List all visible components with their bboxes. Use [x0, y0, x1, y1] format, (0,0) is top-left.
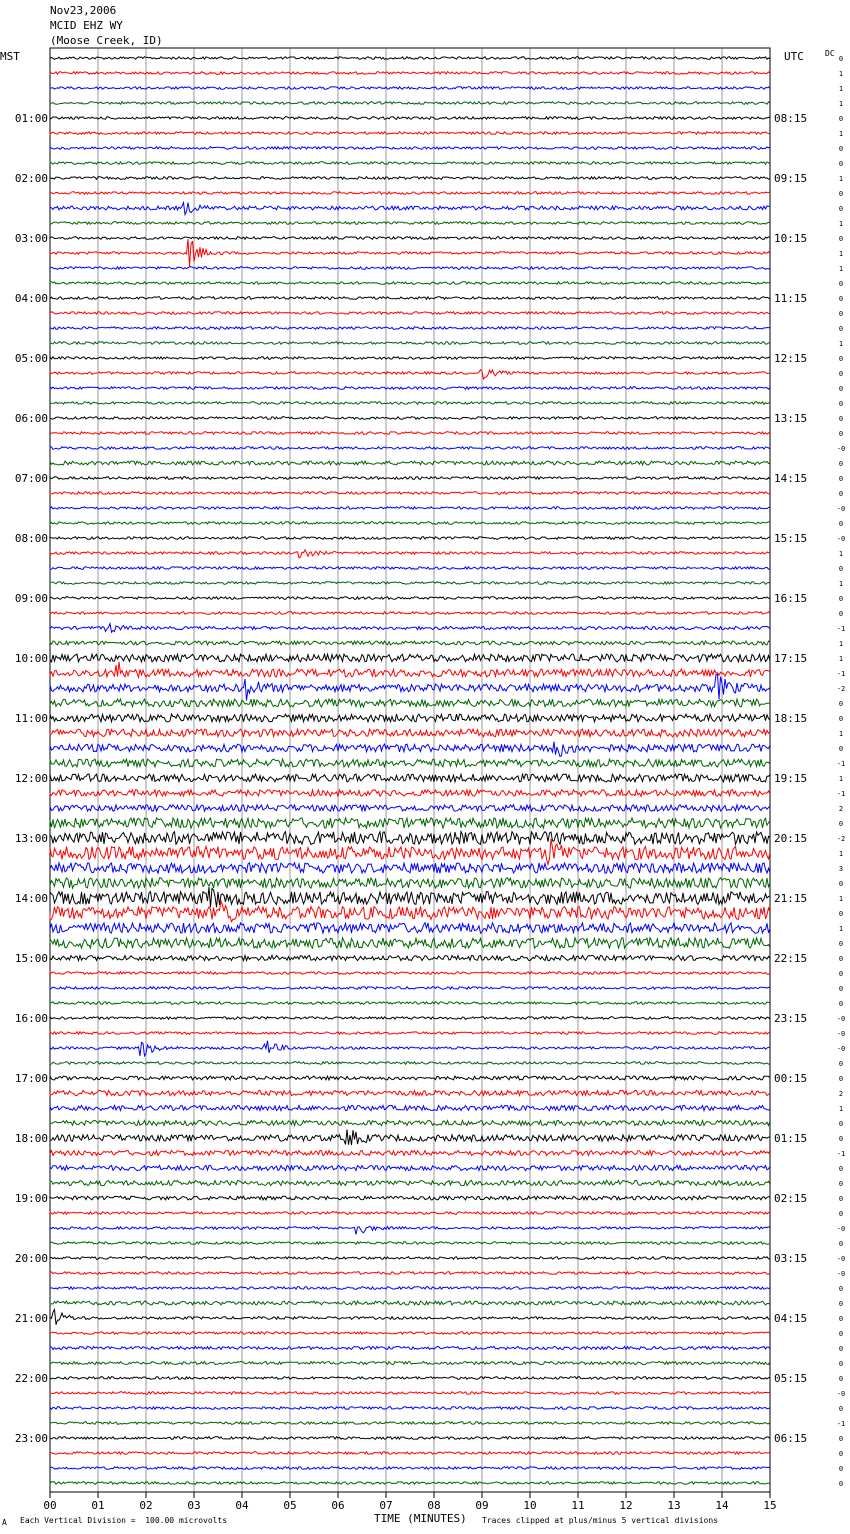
dc-offset-label: 0	[838, 970, 844, 978]
mst-hour-label: 11:00	[14, 712, 48, 725]
dc-offset-label: -2	[836, 685, 846, 693]
dc-offset-label: 1	[838, 85, 844, 93]
seismic-trace	[50, 72, 770, 75]
dc-offset-label: -0	[836, 1270, 846, 1278]
seismic-trace	[50, 1467, 770, 1470]
dc-offset-label: -0	[836, 1390, 846, 1398]
seismic-trace	[50, 774, 770, 782]
dc-offset-label: 0	[838, 910, 844, 918]
dc-offset-label: -2	[836, 835, 846, 843]
utc-hour-label: 18:15	[774, 712, 808, 725]
dc-offset-label: 0	[838, 460, 844, 468]
x-tick-label: 09	[475, 1499, 489, 1512]
dc-offset-label: -0	[836, 1015, 846, 1023]
seismic-trace	[50, 1482, 770, 1485]
mst-hour-label: 13:00	[14, 832, 48, 845]
seismic-trace	[50, 550, 770, 558]
left-axis-title: MST	[0, 50, 20, 63]
seismic-trace	[50, 1332, 770, 1335]
seismic-trace	[50, 1407, 770, 1410]
utc-hour-label: 11:15	[774, 292, 808, 305]
dc-offset-label: 0	[838, 1000, 844, 1008]
seismic-trace	[50, 1165, 770, 1170]
seismic-trace	[50, 522, 770, 525]
seismic-trace	[50, 1437, 770, 1440]
utc-hour-label: 12:15	[774, 352, 808, 365]
dc-offset-label: 0	[838, 55, 844, 63]
seismic-trace	[50, 1196, 770, 1200]
seismic-trace	[50, 327, 770, 330]
seismic-trace	[50, 818, 770, 828]
seismic-trace	[50, 1272, 770, 1275]
seismic-trace	[50, 729, 770, 737]
dc-offset-label: 0	[838, 1165, 844, 1173]
scale-text: Each Vertical Division = 100.00 microvolts	[20, 1516, 228, 1525]
mst-hour-label: 20:00	[14, 1252, 48, 1265]
seismic-trace	[50, 1257, 770, 1260]
dc-offset-label: -0	[836, 1225, 846, 1233]
seismic-trace	[50, 1392, 770, 1395]
seismic-trace	[50, 582, 770, 585]
seismic-trace	[50, 887, 770, 907]
station-location: (Moose Creek, ID)	[50, 34, 163, 47]
dc-offset-label: 0	[838, 415, 844, 423]
seismic-trace	[50, 1150, 770, 1155]
seismic-trace	[50, 742, 770, 757]
dc-offset-label: 1	[838, 580, 844, 588]
dc-offset-label: 0	[838, 355, 844, 363]
mst-hour-label: 23:00	[14, 1432, 48, 1445]
seismic-trace	[50, 987, 770, 990]
dc-offset-label: -0	[836, 445, 846, 453]
x-tick-label: 07	[379, 1499, 393, 1512]
seismic-trace	[50, 312, 770, 315]
dc-offset-label: -1	[836, 790, 846, 798]
dc-offset-label: 0	[838, 1060, 844, 1068]
utc-hour-label: 06:15	[774, 1432, 808, 1445]
seismic-trace	[50, 1076, 770, 1080]
seismic-trace	[50, 477, 770, 480]
mst-hour-label: 14:00	[14, 892, 48, 905]
dc-offset-label: 0	[838, 610, 844, 618]
dc-offset-label: 0	[838, 955, 844, 963]
dc-offset-label: 0	[838, 1195, 844, 1203]
dc-offset-label: 1	[838, 70, 844, 78]
dc-offset-label: -1	[836, 1420, 846, 1428]
utc-hour-label: 19:15	[774, 772, 808, 785]
seismic-trace	[50, 357, 770, 360]
utc-hour-label: 20:15	[774, 832, 808, 845]
dc-offset-label: 0	[838, 1285, 844, 1293]
utc-hour-label: 02:15	[774, 1192, 808, 1205]
utc-hour-label: 03:15	[774, 1252, 808, 1265]
seismic-trace	[50, 537, 770, 540]
clip-note: Traces clipped at plus/minus 5 vertical divisions	[482, 1516, 719, 1525]
mst-hour-label: 02:00	[14, 172, 48, 185]
seismic-trace	[50, 1452, 770, 1455]
dc-offset-label: 0	[838, 985, 844, 993]
utc-hour-label: 17:15	[774, 652, 808, 665]
x-tick-label: 11	[571, 1499, 585, 1512]
x-tick-label: 13	[667, 1499, 681, 1512]
mst-hour-label: 18:00	[14, 1132, 48, 1145]
seismic-trace	[50, 1310, 770, 1325]
seismic-trace	[50, 612, 770, 615]
mst-hour-label: 06:00	[14, 412, 48, 425]
mst-hour-label: 07:00	[14, 472, 48, 485]
seismic-trace	[50, 117, 770, 120]
seismic-trace	[50, 1422, 770, 1425]
dc-offset-label: 0	[838, 235, 844, 243]
seismic-trace	[50, 901, 770, 922]
dc-offset-label: 0	[838, 280, 844, 288]
seismic-trace	[50, 863, 770, 873]
utc-hour-label: 09:15	[774, 172, 808, 185]
x-tick-label: 05	[283, 1499, 297, 1512]
dc-offset-label: 1	[838, 550, 844, 558]
utc-hour-label: 01:15	[774, 1132, 808, 1145]
utc-hour-label: 14:15	[774, 472, 808, 485]
dc-offset-label: -0	[836, 1030, 846, 1038]
seismic-trace	[50, 955, 770, 960]
seismic-trace	[50, 387, 770, 390]
dc-offset-label: 0	[838, 1120, 844, 1128]
mst-hour-label: 19:00	[14, 1192, 48, 1205]
utc-hour-label: 00:15	[774, 1072, 808, 1085]
seismic-trace	[50, 297, 770, 300]
utc-hour-label: 05:15	[774, 1372, 808, 1385]
seismic-trace	[50, 1041, 770, 1056]
seismic-trace	[50, 432, 770, 435]
dc-offset-label: 0	[838, 490, 844, 498]
mst-hour-label: 15:00	[14, 952, 48, 965]
utc-hour-label: 21:15	[774, 892, 808, 905]
seismic-trace	[50, 1032, 770, 1035]
dc-offset-label: 0	[838, 400, 844, 408]
seismic-trace	[50, 507, 770, 510]
dc-offset-label: 1	[838, 850, 844, 858]
seismic-trace	[50, 177, 770, 180]
seismic-trace	[50, 239, 770, 267]
seismic-trace	[50, 1017, 770, 1020]
seismic-trace	[50, 714, 770, 722]
dc-offset-label: 0	[838, 1210, 844, 1218]
utc-hour-label: 04:15	[774, 1312, 808, 1325]
mst-hour-label: 01:00	[14, 112, 48, 125]
seismic-trace	[50, 938, 770, 948]
dc-offset-label: 1	[838, 655, 844, 663]
x-tick-label: 12	[619, 1499, 633, 1512]
mst-hour-label: 05:00	[14, 352, 48, 365]
seismic-trace	[50, 417, 770, 420]
dc-offset-label: 0	[838, 595, 844, 603]
seismic-trace	[50, 839, 770, 864]
plot-frame	[50, 48, 770, 1492]
seismic-trace	[50, 370, 770, 379]
dc-offset-label: 0	[838, 565, 844, 573]
mst-hour-label: 16:00	[14, 1012, 48, 1025]
dc-offset-label: 0	[838, 700, 844, 708]
mst-hour-label: 03:00	[14, 232, 48, 245]
utc-hour-label: 22:15	[774, 952, 808, 965]
seismic-trace	[50, 832, 770, 845]
dc-offset-label: 1	[838, 175, 844, 183]
dc-offset-label: 0	[838, 1405, 844, 1413]
seismic-trace	[50, 87, 770, 90]
dc-offset-label: -1	[836, 760, 846, 768]
seismic-trace	[50, 461, 770, 465]
x-tick-label: 14	[715, 1499, 729, 1512]
seismic-trace	[50, 641, 770, 645]
seismic-trace	[50, 492, 770, 495]
dc-offset-label: 1	[838, 250, 844, 258]
mst-hour-label: 08:00	[14, 532, 48, 545]
dc-offset-label: 0	[838, 1435, 844, 1443]
mst-hour-label: 17:00	[14, 1072, 48, 1085]
x-tick-label: 06	[331, 1499, 345, 1512]
mst-hour-label: 21:00	[14, 1312, 48, 1325]
dc-offset-label: 1	[838, 640, 844, 648]
dc-offset-label: 1	[838, 100, 844, 108]
seismic-trace	[50, 192, 770, 195]
seismic-trace	[50, 267, 770, 270]
x-tick-label: 03	[187, 1499, 201, 1512]
dc-offset-label: 0	[838, 745, 844, 753]
x-tick-label: 15	[763, 1499, 777, 1512]
dc-offset-label: 0	[838, 820, 844, 828]
seismic-trace	[50, 1346, 770, 1349]
dc-offset-label: -1	[836, 670, 846, 678]
mst-hour-label: 04:00	[14, 292, 48, 305]
mst-hour-label: 09:00	[14, 592, 48, 605]
dc-offset-label: 0	[838, 880, 844, 888]
seismic-trace	[50, 1242, 770, 1245]
dc-offset-label: 0	[838, 1480, 844, 1488]
seismic-trace	[50, 567, 770, 570]
dc-offset-label: 1	[838, 340, 844, 348]
record-date: Nov23,2006	[50, 4, 117, 17]
seismic-trace	[50, 1120, 770, 1125]
dc-offset-label: -0	[836, 535, 846, 543]
seismic-trace	[50, 1090, 770, 1095]
seismic-trace	[50, 662, 770, 677]
dc-offset-label: 0	[838, 295, 844, 303]
dc-offset-label: 0	[838, 1375, 844, 1383]
dc-offset-label: 0	[838, 325, 844, 333]
dc-offset-label: 1	[838, 220, 844, 228]
dc-offset-label: 0	[838, 310, 844, 318]
seismic-trace	[50, 674, 770, 701]
dc-offset-label: -1	[836, 1150, 846, 1158]
dc-offset-label: 0	[838, 1450, 844, 1458]
dc-offset-label: 0	[838, 1135, 844, 1143]
dc-offset-label: 0	[838, 1300, 844, 1308]
dc-label: DC	[825, 49, 835, 58]
dc-offset-label: 0	[838, 475, 844, 483]
dc-offset-label: 0	[838, 1315, 844, 1323]
seismic-trace	[50, 342, 770, 345]
seismic-trace	[50, 147, 770, 150]
seismic-trace	[50, 102, 770, 105]
x-tick-label: 08	[427, 1499, 441, 1512]
seismic-trace	[50, 1377, 770, 1380]
dc-offset-label: -1	[836, 625, 846, 633]
x-tick-label: 02	[139, 1499, 153, 1512]
dc-offset-label: 1	[838, 895, 844, 903]
seismic-trace	[50, 1062, 770, 1065]
dc-offset-label: 1	[838, 925, 844, 933]
dc-offset-label: -0	[836, 505, 846, 513]
dc-offset-label: 1	[838, 130, 844, 138]
seismic-trace	[50, 878, 770, 888]
dc-offset-label: 3	[838, 865, 844, 873]
utc-hour-label: 23:15	[774, 1012, 808, 1025]
dc-offset-label: 0	[838, 115, 844, 123]
seismic-trace	[50, 699, 770, 707]
x-tick-label: 10	[523, 1499, 537, 1512]
dc-offset-label: 0	[838, 940, 844, 948]
dc-offset-label: 0	[838, 1180, 844, 1188]
seismic-trace	[50, 597, 770, 600]
seismic-trace	[50, 402, 770, 405]
seismic-trace	[50, 1002, 770, 1005]
utc-hour-label: 15:15	[774, 532, 808, 545]
dc-offset-label: 0	[838, 1330, 844, 1338]
dc-offset-label: 2	[838, 1090, 844, 1098]
seismic-trace	[50, 57, 770, 60]
seismic-trace	[50, 759, 770, 767]
right-axis-title: UTC	[784, 50, 804, 63]
dc-offset-label: 0	[838, 370, 844, 378]
dc-offset-label: 0	[838, 1345, 844, 1353]
seismic-trace	[50, 237, 770, 240]
seismic-trace	[50, 790, 770, 796]
dc-offset-label: 2	[838, 805, 844, 813]
dc-offset-label: 0	[838, 160, 844, 168]
dc-offset-label: 0	[838, 1465, 844, 1473]
scale-marker: A	[2, 1518, 7, 1527]
dc-offset-label: 1	[838, 775, 844, 783]
dc-offset-label: 1	[838, 730, 844, 738]
seismic-trace	[50, 1105, 770, 1110]
seismic-trace	[50, 1287, 770, 1290]
mst-hour-label: 10:00	[14, 652, 48, 665]
dc-offset-label: 0	[838, 1075, 844, 1083]
x-axis-title: TIME (MINUTES)	[374, 1512, 467, 1525]
dc-offset-label: 0	[838, 145, 844, 153]
seismic-trace	[50, 132, 770, 135]
dc-offset-label: 1	[838, 265, 844, 273]
seismic-trace	[50, 1130, 770, 1146]
dc-offset-label: 0	[838, 1360, 844, 1368]
seismic-trace	[50, 1301, 770, 1305]
seismic-trace	[50, 1226, 770, 1234]
dc-offset-label: 0	[838, 385, 844, 393]
seismic-trace	[50, 923, 770, 933]
station-id: MCID EHZ WY	[50, 19, 123, 32]
seismic-trace	[50, 654, 770, 662]
seismic-trace	[50, 805, 770, 811]
utc-hour-label: 13:15	[774, 412, 808, 425]
seismic-trace	[50, 624, 770, 633]
utc-hour-label: 08:15	[774, 112, 808, 125]
seismic-trace	[50, 1180, 770, 1185]
x-tick-label: 01	[91, 1499, 105, 1512]
dc-offset-label: 0	[838, 190, 844, 198]
seismic-trace	[50, 972, 770, 975]
seismic-trace	[50, 1361, 770, 1364]
utc-hour-label: 10:15	[774, 232, 808, 245]
dc-offset-label: 0	[838, 430, 844, 438]
seismic-trace	[50, 162, 770, 165]
utc-hour-label: 16:15	[774, 592, 808, 605]
seismic-trace	[50, 447, 770, 450]
seismic-trace	[50, 1212, 770, 1215]
dc-offset-label: 0	[838, 520, 844, 528]
mst-hour-label: 12:00	[14, 772, 48, 785]
seismic-trace	[50, 203, 770, 215]
x-tick-label: 04	[235, 1499, 249, 1512]
dc-offset-label: -0	[836, 1255, 846, 1263]
dc-offset-label: 0	[838, 715, 844, 723]
x-tick-label: 00	[43, 1499, 57, 1512]
dc-offset-label: -0	[836, 1045, 846, 1053]
dc-offset-label: 0	[838, 1240, 844, 1248]
seismic-trace	[50, 282, 770, 285]
mst-hour-label: 22:00	[14, 1372, 48, 1385]
seismic-trace	[50, 222, 770, 225]
dc-offset-label: 1	[838, 1105, 844, 1113]
dc-offset-label: 0	[838, 205, 844, 213]
